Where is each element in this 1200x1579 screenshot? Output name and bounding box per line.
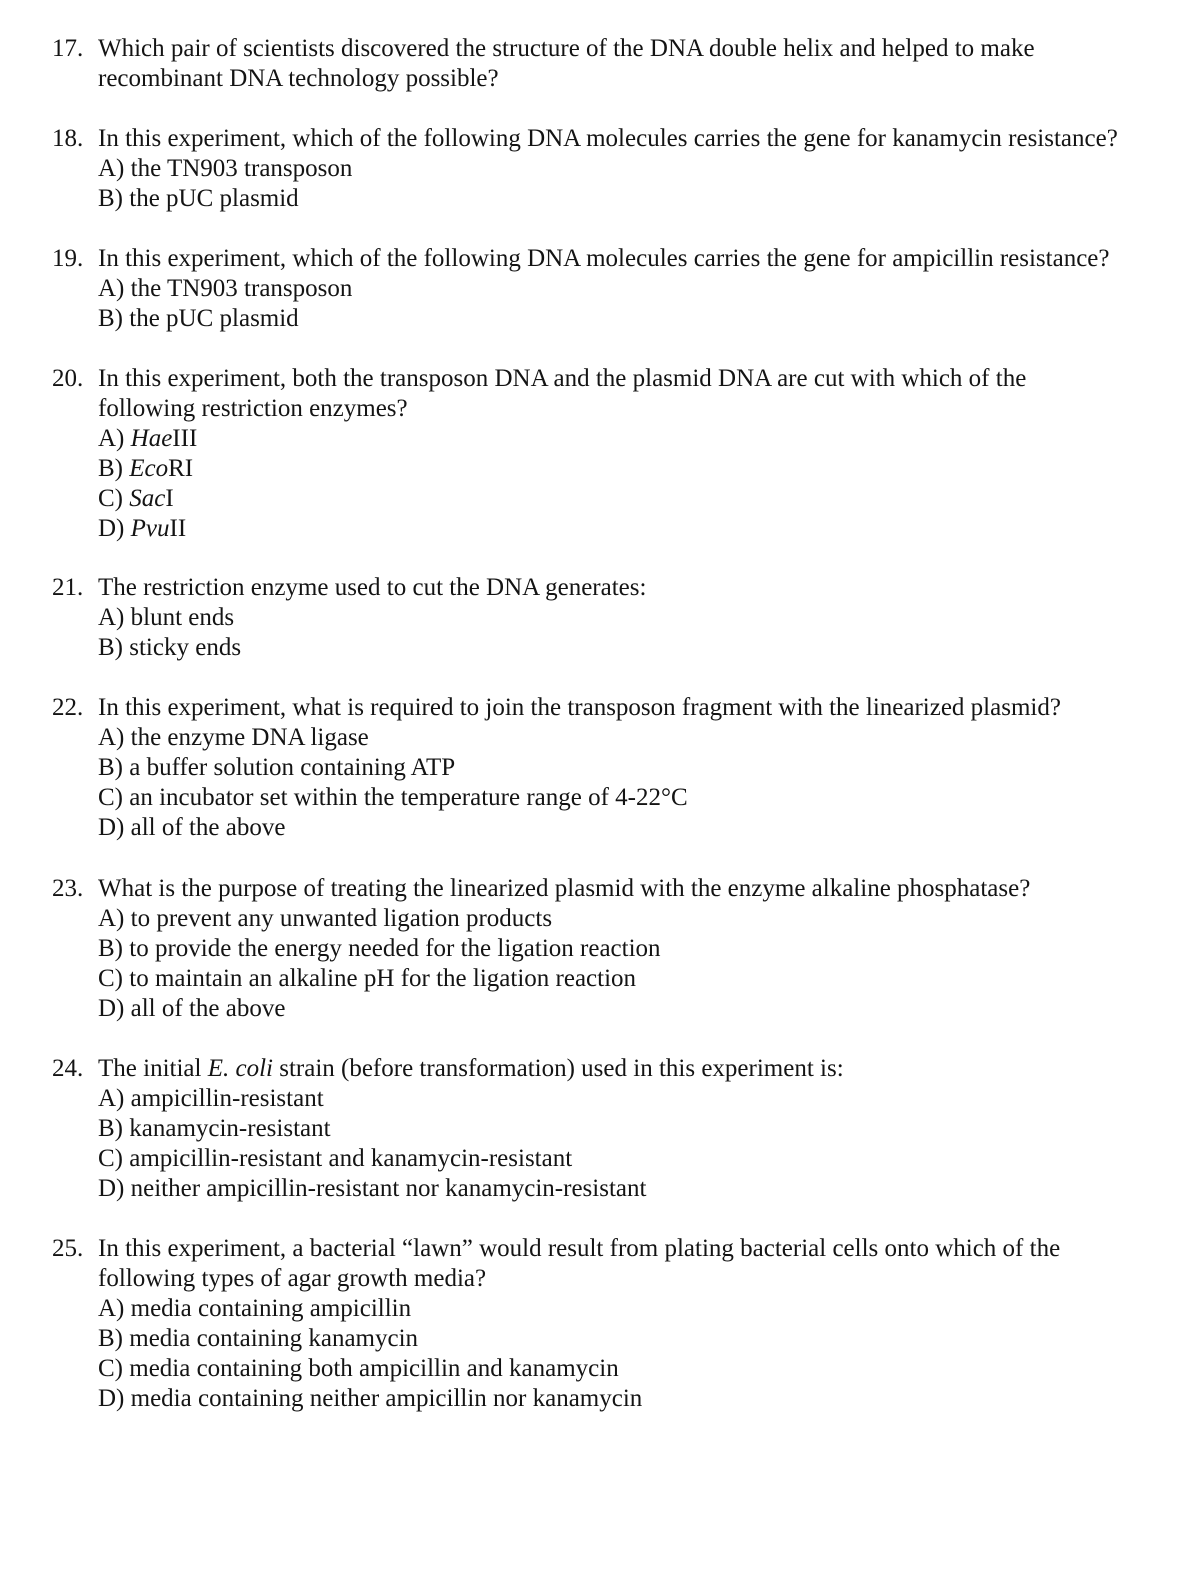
answer-option: A) to prevent any unwanted ligation products — [98, 905, 553, 932]
question-number: 17. — [52, 35, 84, 62]
answer-option: B) the pUC plasmid — [98, 305, 299, 332]
question-text: The initial E. coli strain (before transformation) used in this experiment is: — [98, 1055, 844, 1082]
question-stem — [52, 1234, 1112, 1294]
answer-option: C) media containing both ampicillin and kanamycin — [98, 1355, 619, 1382]
question-number: 24. — [52, 1055, 84, 1082]
answer-option: D) all of the above — [98, 995, 286, 1022]
question-24 — [52, 1054, 1182, 1204]
answer-option: A) HaeIII — [98, 425, 198, 452]
question-text: In this experiment, which of the following DNA molecules carries the gene for kanamycin resistance? — [98, 125, 1118, 152]
answer-option: A) the TN903 transposon — [98, 155, 353, 182]
answer-option: C) ampicillin-resistant and kanamycin-resistant — [98, 1145, 573, 1172]
answer-options — [52, 154, 1182, 214]
answer-options — [52, 603, 1182, 663]
question-stem — [52, 34, 1092, 94]
answer-option: D) all of the above — [98, 814, 286, 841]
question-text: The restriction enzyme used to cut the DNA generates: — [98, 574, 647, 601]
question-stem — [52, 364, 1082, 424]
answer-option: B) sticky ends — [98, 634, 242, 661]
question-20 — [52, 364, 1082, 544]
question-25 — [52, 1234, 1112, 1414]
answer-option: D) PvuII — [98, 515, 187, 542]
question-number: 25. — [52, 1235, 84, 1262]
question-text: In this experiment, what is required to join the transposon fragment with the linearized plasmid? — [98, 694, 1061, 721]
answer-option: A) media containing ampicillin — [98, 1295, 412, 1322]
answer-option: A) blunt ends — [98, 604, 235, 631]
question-22 — [52, 693, 1182, 843]
question-number: 22. — [52, 694, 84, 721]
answer-option: C) to maintain an alkaline pH for the ligation reaction — [98, 965, 637, 992]
answer-option: A) the TN903 transposon — [98, 275, 353, 302]
question-stem — [52, 693, 1182, 723]
question-stem — [52, 573, 1182, 603]
answer-option: D) media containing neither ampicillin nor kanamycin — [98, 1385, 643, 1412]
answer-option: B) media containing kanamycin — [98, 1325, 419, 1352]
question-stem — [52, 1054, 1182, 1084]
question-23 — [52, 874, 1182, 1024]
question-number: 20. — [52, 365, 84, 392]
question-text: In this experiment, which of the following DNA molecules carries the gene for ampicillin resistance? — [98, 245, 1110, 272]
answer-option: C) an incubator set within the temperature range of 4-22°C — [98, 784, 688, 811]
answer-option: A) ampicillin-resistant — [98, 1085, 324, 1112]
question-21 — [52, 573, 1182, 663]
question-number: 19. — [52, 245, 84, 272]
answer-option: B) the pUC plasmid — [98, 185, 299, 212]
question-text: What is the purpose of treating the linearized plasmid with the enzyme alkaline phosphatase? — [98, 875, 1031, 902]
answer-options — [52, 904, 1182, 1024]
answer-option: D) neither ampicillin-resistant nor kanamycin-resistant — [98, 1175, 647, 1202]
answer-options — [52, 424, 1082, 544]
question-17 — [52, 34, 1092, 94]
question-number: 21. — [52, 574, 84, 601]
answer-options — [52, 1084, 1182, 1204]
answer-option: C) SacI — [98, 485, 174, 512]
answer-option: B) EcoRI — [98, 455, 194, 482]
question-text: In this experiment, a bacterial “lawn” would result from plating bacterial cells onto which of the following types of agar growth media? — [98, 1235, 1061, 1292]
question-text: In this experiment, both the transposon DNA and the plasmid DNA are cut with which of the following restriction enzymes? — [98, 365, 1027, 422]
answer-option: B) a buffer solution containing ATP — [98, 754, 456, 781]
answer-option: A) the enzyme DNA ligase — [98, 724, 369, 751]
question-stem — [52, 874, 1182, 904]
question-18 — [52, 124, 1182, 214]
question-text: Which pair of scientists discovered the structure of the DNA double helix and helped to make recombinant DNA technology possible? — [98, 35, 1035, 92]
question-number: 18. — [52, 125, 84, 152]
answer-option: B) to provide the energy needed for the ligation reaction — [98, 935, 661, 962]
answer-options — [52, 1294, 1112, 1414]
question-number: 23. — [52, 875, 84, 902]
answer-options — [52, 723, 1182, 843]
answer-option: B) kanamycin-resistant — [98, 1115, 331, 1142]
answer-options — [52, 274, 1182, 334]
question-stem — [52, 244, 1182, 274]
question-stem — [52, 124, 1182, 154]
question-19 — [52, 244, 1182, 334]
